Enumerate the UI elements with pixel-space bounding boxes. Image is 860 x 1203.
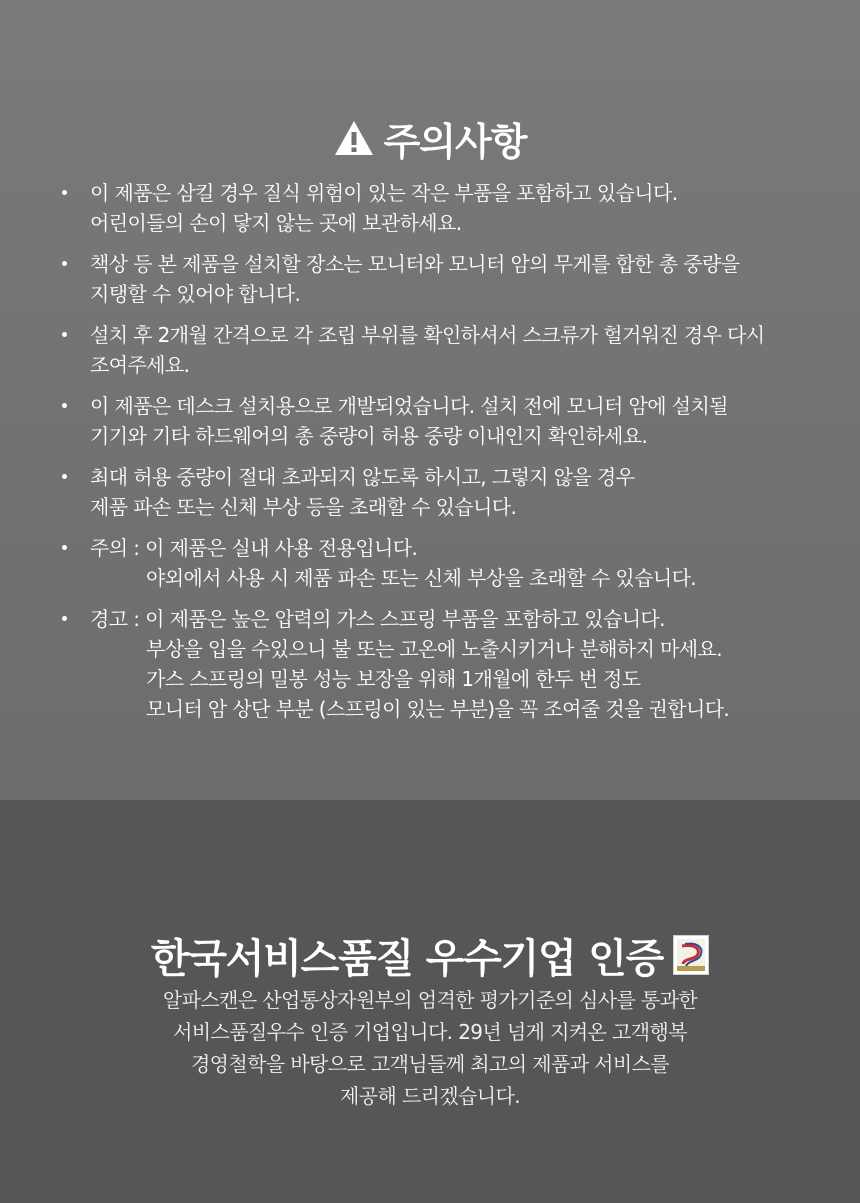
bullet-dot: [62, 261, 67, 266]
caution-line: 어린이들의 손이 닿지 않는 곳에 보관하세요.: [90, 211, 462, 235]
caution-line: 경고 : 이 제품은 높은 압력의 가스 스프링 부품을 포함하고 있습니다.: [90, 607, 665, 631]
bullet-dot: [62, 616, 67, 621]
caution-line: 제품 파손 또는 신체 부상 등을 초래할 수 있습니다.: [90, 495, 517, 519]
caution-line: 이 제품은 데스크 설치용으로 개발되었습니다. 설치 전에 모니터 암에 설치될: [90, 394, 728, 418]
caution-title: 주의사항: [383, 119, 527, 164]
warning-triangle-icon: [334, 120, 374, 156]
bullet-dot: [62, 474, 67, 479]
caution-line: 모니터 암 상단 부분 (스프링이 있는 부분)을 꼭 조여줄 것을 권합니다.: [146, 697, 730, 721]
caution-line: 주의 : 이 제품은 실내 사용 전용입니다.: [90, 536, 418, 560]
certification-section: [0, 800, 860, 1203]
caution-line: 최대 허용 중량이 절대 초과되지 않도록 하시고, 그렇지 않을 경우: [90, 465, 635, 489]
caution-line: 설치 후 2개월 간격으로 각 조립 부위를 확인하셔서 스크류가 헐거워진 경우 다시: [90, 323, 765, 347]
caution-line: 기기와 기타 하드웨어의 총 중량이 허용 중량 이내인지 확인하세요.: [90, 424, 648, 448]
caution-item: [62, 249, 842, 309]
bullet-dot: [62, 332, 67, 337]
caution-line: 가스 스프링의 밀봉 성능 보장을 위해 1개월에 한두 번 정도: [146, 667, 641, 691]
certification-description: [0, 984, 860, 1112]
certification-heading: [0, 927, 860, 983]
caution-item: [62, 178, 842, 238]
caution-heading: [0, 113, 860, 163]
bullet-dot: [62, 190, 67, 195]
caution-line: 지탱할 수 있어야 합니다.: [90, 282, 301, 306]
caution-item: [62, 462, 842, 522]
caution-line: 부상을 입을 수있으니 불 또는 고온에 노출시키거나 분해하지 마세요.: [146, 637, 722, 661]
bullet-dot: [62, 545, 67, 550]
bullet-dot: [62, 403, 67, 408]
caution-item: [62, 320, 842, 380]
certification-title: 한국서비스품질 우수기업 인증: [150, 935, 664, 982]
caution-item-gas-spring-warning: [62, 604, 842, 724]
description-line: 제공해 드리겠습니다.: [340, 1084, 520, 1108]
caution-line: 조여주세요.: [90, 353, 190, 377]
description-line: 알파스캔은 산업통상자원부의 엄격한 평가기준의 심사를 통과한: [162, 988, 698, 1012]
ks-service-quality-mark-icon: [673, 935, 709, 975]
caution-item-indoor-notice: [62, 533, 842, 593]
description-line: 서비스품질우수 인증 기업입니다. 29년 넘게 지켜온 고객행복: [173, 1020, 687, 1044]
caution-item: [62, 391, 842, 451]
caution-line: 야외에서 사용 시 제품 파손 또는 신체 부상을 초래할 수 있습니다.: [146, 566, 697, 590]
description-line: 경영철학을 바탕으로 고객님들께 최고의 제품과 서비스를: [190, 1052, 670, 1076]
caution-line: 책상 등 본 제품을 설치할 장소는 모니터와 모니터 암의 무게를 합한 총 중량을: [90, 252, 740, 276]
caution-line: 이 제품은 삼킬 경우 질식 위험이 있는 작은 부품을 포함하고 있습니다.: [90, 181, 678, 205]
caution-list: [62, 178, 842, 735]
